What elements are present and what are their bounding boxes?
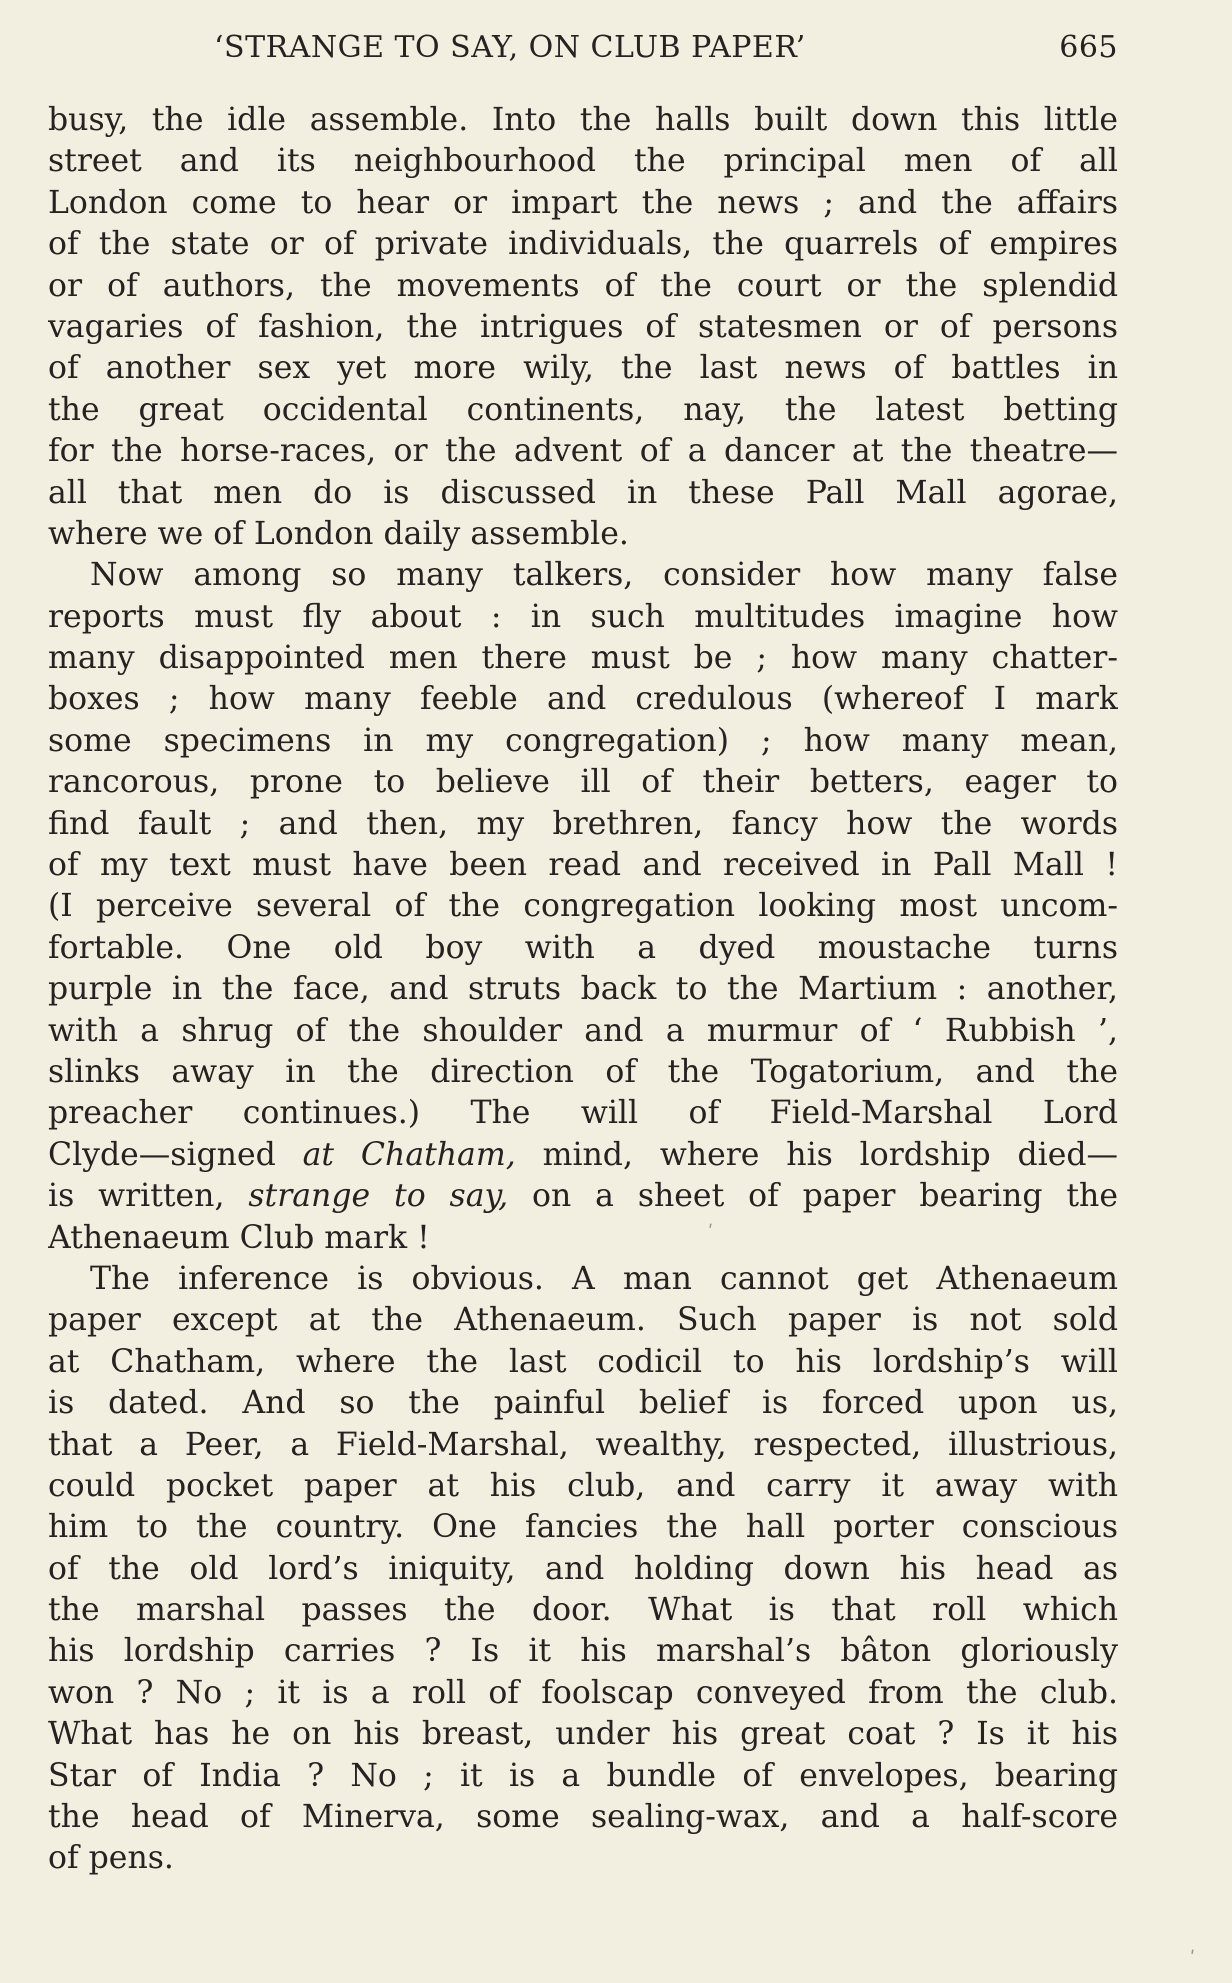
stray-mark: ʹ (1190, 1948, 1196, 1969)
text-line: purple in the face, and struts back to the Martium : another, (48, 971, 1118, 1008)
text-line (48, 1176, 1118, 1217)
text-line: is dated. And so the painful belief is forced upon us, (48, 1385, 1118, 1422)
text-line: reports must fly about : in such multitudes imagine how (48, 598, 1118, 635)
running-title: ‘STRANGE TO SAY, ON CLUB PAPER’ (214, 30, 806, 65)
text-line: could pocket paper at his club, and carry it away with (48, 1467, 1118, 1504)
text-line: Star of India ? No ; it is a bundle of envelopes, bearing (48, 1757, 1118, 1794)
text-line: vagaries of fashion, the intrigues of statesmen or of persons (48, 308, 1118, 345)
italic-text: at Chatham, (302, 1136, 516, 1173)
text-line: with a shrug of the shoulder and a murmur of ‘ Rubbish ’, (48, 1012, 1118, 1049)
text-run: mind, where his lordship died— (515, 1136, 1118, 1173)
text-line: of pens. (48, 1840, 174, 1877)
text-line: won ? No ; it is a roll of foolscap conveyed from the club. (48, 1674, 1118, 1711)
text-line: of my text must have been read and received in Pall Mall ! (48, 847, 1118, 884)
text-line: paper except at the Athenaeum. Such paper is not sold (48, 1302, 1118, 1339)
text-run: is written, (48, 1178, 249, 1215)
text-line: the great occidental continents, nay, the latest betting (48, 391, 1118, 428)
text-line: many disappointed men there must be ; how many chatter- (48, 640, 1118, 677)
text-line: fortable. One old boy with a dyed moustache turns (48, 929, 1118, 966)
text-line: boxes ; how many feeble and credulous (whereof I mark (48, 681, 1118, 718)
text-line: all that men do is discussed in these Pall Mall agorae, (48, 474, 1118, 511)
text-line: slinks away in the direction of the Togatorium, and the (48, 1053, 1118, 1090)
text-line: his lordship carries ? Is it his marshal’s bâton gloriously (48, 1633, 1118, 1670)
text-line: some specimens in my congregation) ; how many mean, (48, 722, 1118, 759)
text-line: the marshal passes the door. What is that roll which (48, 1592, 1118, 1629)
text-line: the head of Minerva, some sealing-wax, and a half-score (48, 1799, 1118, 1836)
text-line (48, 1135, 1118, 1176)
text-line: find fault ; and then, my brethren, fancy how the words (48, 805, 1118, 842)
text-line: of another sex yet more wily, the last news of battles in (48, 350, 1118, 387)
body-text (48, 100, 1118, 1880)
text-line: The inference is obvious. A man cannot get Athenaeum (90, 1260, 1118, 1297)
text-line: him to the country. One fancies the hall porter conscious (48, 1509, 1118, 1546)
text-line: Athenaeum Club mark ! (48, 1219, 430, 1256)
italic-text: strange to say, (248, 1178, 509, 1215)
page-number: 665 (1059, 30, 1118, 65)
text-line: or of authors, the movements of the court or the splendid (48, 267, 1118, 304)
text-run: Clyde—signed (48, 1136, 303, 1173)
text-line: Now among so many talkers, consider how many false (90, 557, 1118, 594)
text-line: for the horse-races, or the advent of a dancer at the theatre— (48, 433, 1118, 470)
text-line: (I perceive several of the congregation looking most uncom- (48, 888, 1118, 925)
text-line: rancorous, prone to believe ill of their betters, eager to (48, 764, 1118, 801)
running-head (48, 30, 1118, 70)
text-line: that a Peer, a Field-Marshal, wealthy, respected, illustrious, (48, 1426, 1118, 1463)
text-line: preacher continues.) The will of Field-Marshal Lord (48, 1095, 1118, 1132)
text-line: of the old lord’s iniquity, and holding down his head as (48, 1550, 1118, 1587)
text-line: at Chatham, where the last codicil to his lordship’s will (48, 1343, 1118, 1380)
text-line: where we of London daily assemble. (48, 515, 629, 552)
text-line: street and its neighbourhood the principal men of all (48, 143, 1118, 180)
text-run: on a sheet of paper bearing the (508, 1178, 1118, 1215)
text-line: of the state or of private individuals, the quarrels of empires (48, 226, 1118, 263)
stray-mark: ʹ (708, 1222, 714, 1243)
text-line: busy, the idle assemble. Into the halls built down this little (48, 102, 1118, 138)
text-line: What has he on his breast, under his great coat ? Is it his (48, 1716, 1118, 1753)
text-line: London come to hear or impart the news ; and the affairs (48, 184, 1118, 221)
